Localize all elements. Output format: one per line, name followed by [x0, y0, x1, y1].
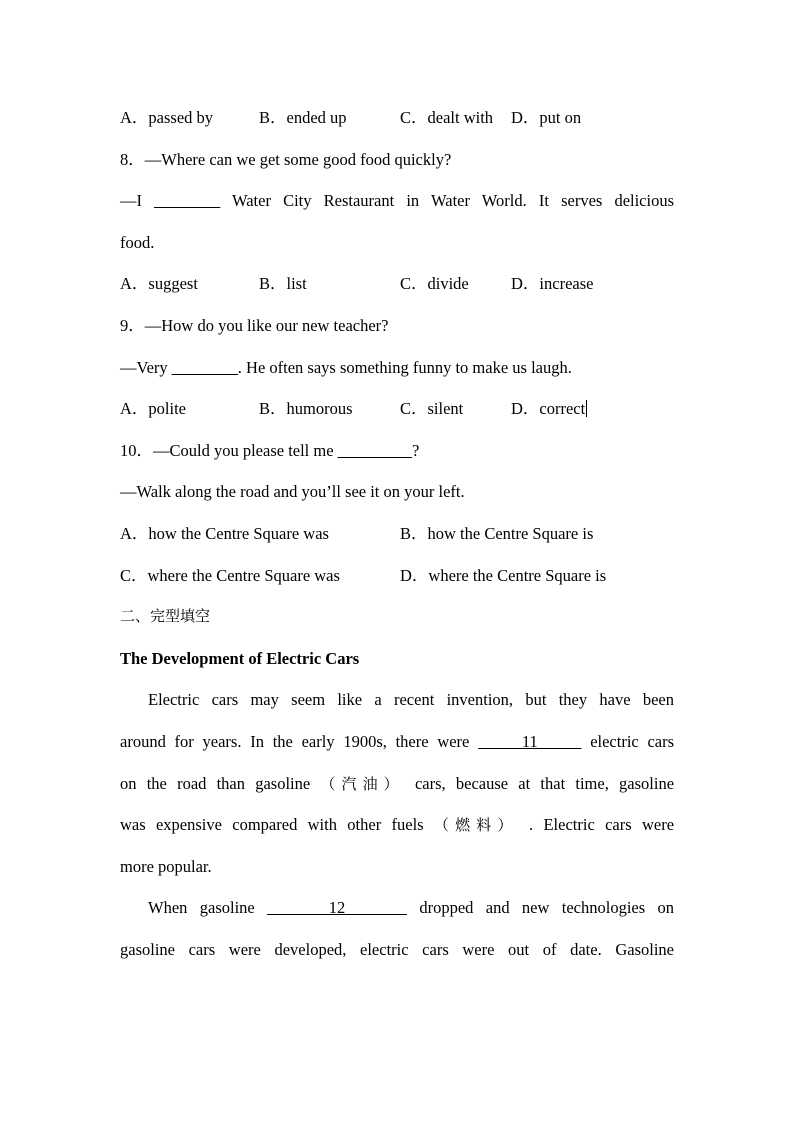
q10-stem-post: ?: [411, 440, 420, 460]
q9-answer-blank[interactable]: ________: [171, 357, 238, 377]
passage-p1-line4: [120, 804, 674, 846]
q7-option-b[interactable]: B．ended up: [259, 108, 347, 127]
q8-option-a[interactable]: A．suggest: [120, 274, 198, 294]
q8-option-c[interactable]: C．divide: [400, 274, 469, 294]
q10-option-d[interactable]: D．where the Centre Square is: [400, 565, 607, 585]
passage-p1-line3: [120, 763, 674, 805]
q8-answer-blank[interactable]: ________: [154, 191, 221, 211]
q9-option-a[interactable]: A．polite: [120, 399, 186, 419]
text-cursor: [586, 400, 587, 417]
q8-stem: 8．—Where can we get some good food quickly?: [120, 149, 452, 169]
q9-reply-pre: —Very: [120, 357, 168, 377]
passage-p1-line1: Electric cars may seem like a recent invention, but they have been: [148, 690, 674, 710]
q9-option-b[interactable]: B．humorous: [259, 399, 353, 419]
gasoline-gloss: （汽油）: [320, 774, 405, 793]
passage-text: When gasoline: [148, 898, 255, 918]
q9-option-c[interactable]: C．silent: [400, 399, 464, 419]
q10-option-a[interactable]: A．how the Centre Square was: [120, 523, 329, 543]
q8-reply-continued: food.: [120, 232, 155, 252]
blank-11[interactable]: 11: [478, 731, 582, 751]
passage-text: electric cars: [590, 731, 675, 751]
q8-reply-post: Water City Restaurant in Water World. It serves delicious: [231, 191, 675, 211]
q9-options: [120, 388, 674, 430]
q10-option-b[interactable]: B．how the Centre Square is: [400, 523, 594, 543]
worksheet-page: [120, 97, 674, 970]
fuel-gloss: （燃料）: [433, 816, 519, 835]
q8-option-b[interactable]: B．list: [259, 274, 307, 294]
q10-options-cd: [120, 555, 674, 597]
q9-reply-post: . He often says something funny to make us laugh.: [237, 357, 572, 377]
passage-p2-line1: [120, 887, 674, 929]
q10-stem-pre: 10．—Could you please tell me: [120, 440, 334, 460]
passage-text: on the road than gasoline: [120, 773, 311, 793]
q7-option-a[interactable]: A．passed by: [120, 108, 214, 127]
q8-option-d[interactable]: D．increase: [511, 274, 594, 294]
q7-option-c[interactable]: C．dealt with: [400, 108, 494, 127]
q8-reply-pre: —I: [120, 191, 142, 211]
passage-p2-line2: gasoline cars were developed, electric cars were out of date. Gasoline: [120, 939, 674, 959]
passage-text: . Electric cars were: [529, 815, 675, 835]
q9-stem: 9．—How do you like our new teacher?: [120, 315, 389, 335]
q9-reply: [120, 347, 674, 389]
passage-text: was expensive compared with other fuels: [120, 815, 424, 835]
q10-options-ab: [120, 513, 674, 555]
q7-option-d[interactable]: D．put on: [511, 108, 582, 127]
q9-option-d[interactable]: [511, 388, 587, 430]
q7-options: [120, 97, 674, 139]
q10-answer-blank[interactable]: _________: [337, 440, 412, 460]
q8-options: [120, 263, 674, 305]
passage-title: The Development of Electric Cars: [120, 648, 360, 668]
passage-text: dropped and new technologies on: [419, 898, 675, 918]
q10-reply: —Walk along the road and you’ll see it on your left.: [120, 482, 465, 502]
q10-stem: [120, 430, 674, 472]
passage-p1-line2: [120, 721, 674, 763]
passage-p1-line5: more popular.: [120, 856, 212, 876]
passage-text: around for years. In the early 1900s, there were: [120, 731, 470, 751]
passage-text: cars, because at that time, gasoline: [414, 773, 675, 793]
section-heading: 二、完型填空: [120, 607, 211, 626]
q10-option-c[interactable]: C．where the Centre Square was: [120, 565, 340, 585]
q9-option-d-label: D．correct: [511, 399, 586, 419]
q8-reply: [120, 180, 674, 222]
blank-12[interactable]: 12: [267, 898, 408, 918]
